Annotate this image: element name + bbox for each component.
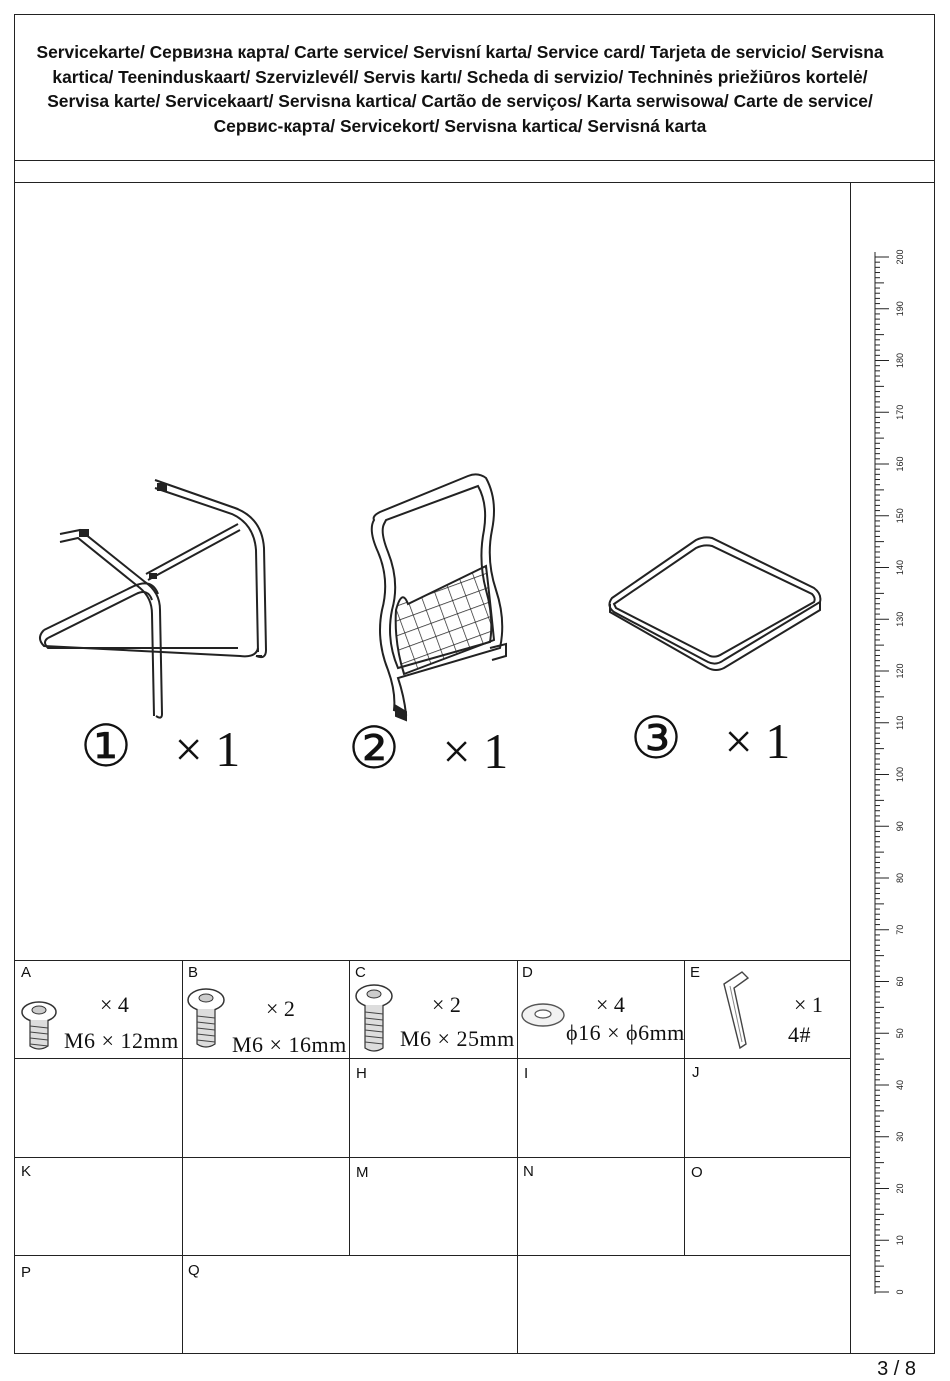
- part-2-label: [348, 716, 509, 781]
- cell-d-spec: ϕ16 × ϕ6mm: [566, 1020, 685, 1045]
- cell-c-spec: M6 × 25mm: [400, 1026, 515, 1051]
- cell-letter-o: O: [691, 1164, 703, 1181]
- ruler-label: 10: [895, 1235, 905, 1246]
- part-3-qty: × 1: [724, 713, 791, 769]
- ruler-label: 150: [895, 508, 905, 524]
- seat-cushion-icon: [600, 530, 830, 675]
- ruler-label: 180: [895, 352, 905, 369]
- ruler-label: 120: [895, 663, 905, 679]
- ruler-label: 80: [895, 872, 905, 884]
- ruler-label: 30: [895, 1131, 905, 1142]
- cell-letter-n: N: [523, 1163, 534, 1180]
- part-1-qty: × 1: [174, 721, 241, 777]
- cell-letter-j: J: [692, 1064, 700, 1081]
- cell-letter-d: D: [522, 964, 533, 981]
- cell-letter-m: M: [356, 1164, 369, 1181]
- cell-letter-k: K: [21, 1163, 32, 1180]
- cell-d-qty: × 4: [596, 992, 625, 1017]
- cell-b-spec: M6 × 16mm: [232, 1032, 347, 1057]
- page-number: 3 / 8: [877, 1358, 916, 1380]
- cell-letter-q: Q: [188, 1262, 200, 1279]
- cell-a-qty: × 4: [100, 992, 129, 1017]
- part-1-number: ①: [80, 714, 132, 779]
- cell-letter-b: B: [188, 964, 199, 981]
- cell-letter-i: I: [524, 1065, 529, 1082]
- part-1-label: [80, 714, 241, 779]
- ruler-label: 130: [895, 611, 905, 627]
- header-strip: [14, 161, 935, 183]
- ruler-label: 0: [895, 1289, 905, 1295]
- measuring-ruler: [851, 182, 934, 1354]
- bolt-icon: [352, 982, 396, 1056]
- ruler-label: 110: [895, 715, 905, 730]
- chair-frame-icon: [30, 470, 280, 725]
- ruler-label: 160: [895, 456, 905, 472]
- allen-key-icon: [718, 968, 758, 1052]
- washer-icon: [520, 1000, 566, 1030]
- ruler-label: 170: [895, 404, 905, 420]
- ruler-label: 90: [895, 821, 905, 832]
- ruler-label: 20: [895, 1183, 905, 1194]
- ruler-label: 50: [895, 1028, 905, 1039]
- ruler-label: 200: [895, 249, 905, 265]
- bolt-icon: [184, 986, 228, 1052]
- ruler-label: 60: [895, 976, 905, 987]
- page-title: Servicekarte/ Сервизна карта/ Carte service/ Servisní karta/ Service card/ Tarjeta de servicio/ Servisna kartica/ Teeninduskaart/ Szervizlevél/ Servis kartı/ Scheda di servizio/ Techninės priežiūros kortelė/ Servisa karte/ Servicekaart/ Servisna kartica/ Cartão de serviços/ Karta serwisowa/ Carte de service/ Сервис-карта/ Servicekort/ Servisna kartica/ Servisná karta: [36, 42, 884, 136]
- ruler-label: 70: [895, 924, 905, 935]
- cell-letter-p: P: [21, 1264, 32, 1281]
- part-3-number: ③: [630, 706, 682, 771]
- ruler-label: 140: [895, 559, 905, 576]
- backrest-icon: [360, 470, 520, 725]
- cell-c-qty: × 2: [432, 992, 461, 1017]
- cell-b-qty: × 2: [266, 996, 295, 1021]
- cell-e-spec: 4#: [788, 1022, 811, 1047]
- cell-letter-c: C: [355, 964, 366, 981]
- cell-e-qty: × 1: [794, 992, 823, 1017]
- part-3-label: [630, 706, 791, 771]
- cell-letter-e: E: [690, 964, 701, 981]
- ruler-label: 190: [895, 301, 905, 317]
- ruler-label: 100: [895, 766, 905, 783]
- part-2-qty: × 1: [442, 723, 509, 779]
- bolt-icon: [18, 998, 60, 1054]
- cell-letter-h: H: [356, 1065, 367, 1082]
- cell-a-spec: M6 × 12mm: [64, 1028, 179, 1053]
- cell-letter-a: A: [21, 964, 32, 981]
- ruler-label: 40: [895, 1079, 905, 1091]
- part-2-number: ②: [348, 716, 400, 781]
